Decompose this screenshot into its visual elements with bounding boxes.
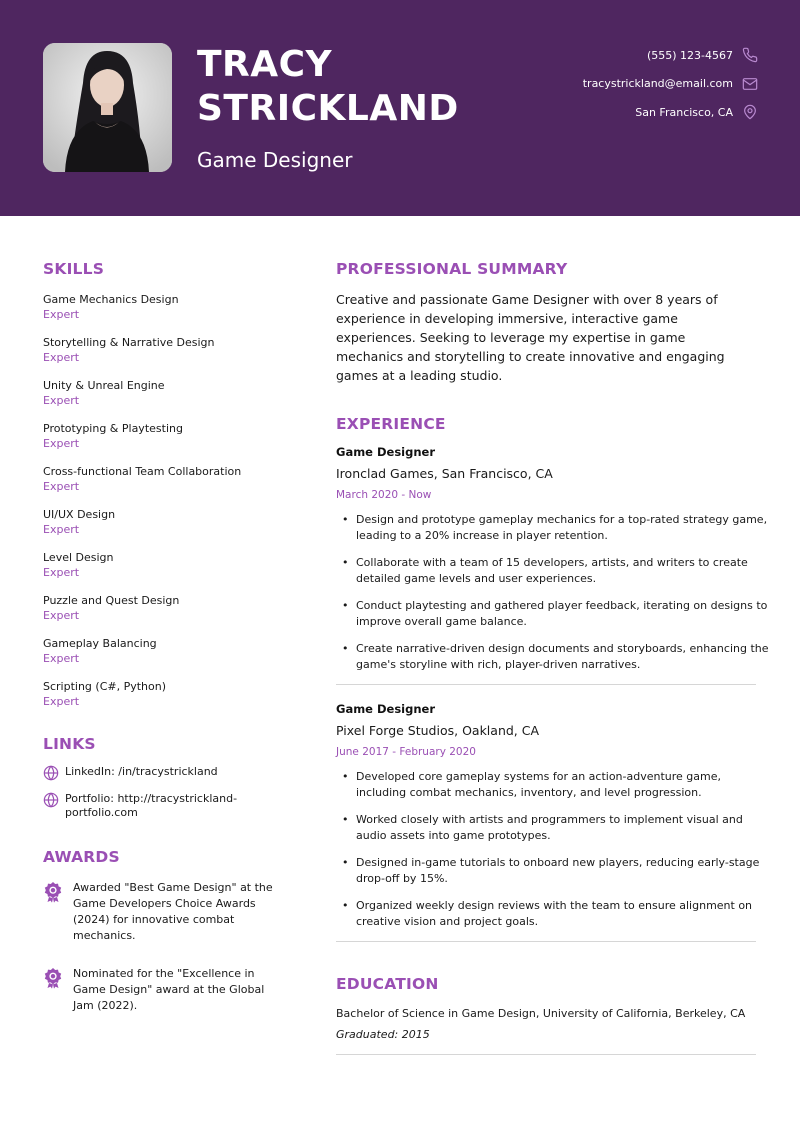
skill-name: Cross-functional Team Collaboration xyxy=(43,465,242,478)
mail-icon xyxy=(742,76,758,92)
job-bullet: • Create narrative-driven design documents and storyboards, enhancing the game's storyline with rich, player-driven narratives. xyxy=(342,641,772,673)
right-column xyxy=(336,259,769,1055)
skill-level: Expert xyxy=(43,308,80,321)
skill-item xyxy=(43,507,293,550)
awards-heading: AWARDS xyxy=(43,848,120,866)
header-band xyxy=(0,0,800,216)
location-text: San Francisco, CA xyxy=(635,105,733,119)
job-bullet: • Collaborate with a team of 15 developers, artists, and writers to create detailed game levels and user experiences. xyxy=(342,555,772,587)
skill-level: Expert xyxy=(43,695,80,708)
skill-item xyxy=(43,292,293,335)
skill-level: Expert xyxy=(43,609,80,622)
job-entry xyxy=(336,701,760,942)
contact-location xyxy=(438,98,758,127)
skill-item xyxy=(43,335,293,378)
skills-list xyxy=(43,292,293,722)
education-heading: EDUCATION xyxy=(336,975,439,993)
job-entry xyxy=(336,444,769,685)
skill-name: UI/UX Design xyxy=(43,508,116,521)
email-text: tracystrickland@email.com xyxy=(582,77,733,91)
job-dates: March 2020 - Now xyxy=(336,489,432,501)
job-bullets xyxy=(336,769,760,930)
job-entry-title: Game Designer xyxy=(336,445,436,459)
job-bullet: • Design and prototype gameplay mechanics for a top-rated strategy game, leading to a 20% increase in player retention. xyxy=(342,512,772,544)
left-column xyxy=(43,259,293,1014)
skill-level: Expert xyxy=(43,566,80,579)
phone-icon xyxy=(742,47,758,63)
section-divider xyxy=(336,1054,756,1055)
link-text: LinkedIn: /in/tracystrickland xyxy=(65,765,218,778)
section-divider xyxy=(336,941,756,942)
skill-item xyxy=(43,421,293,464)
award-text: Nominated for the "Excellence in Game Design" award at the Global Jam (2022). xyxy=(73,967,265,1012)
skill-item xyxy=(43,550,293,593)
phone-text: (555) 123-4567 xyxy=(646,48,733,62)
section-divider xyxy=(336,684,756,685)
award-icon xyxy=(43,967,63,989)
award-item xyxy=(43,966,293,1014)
skill-level: Expert xyxy=(43,523,80,536)
skill-name: Prototyping & Playtesting xyxy=(43,422,183,435)
skill-item xyxy=(43,593,293,636)
job-bullet: • Organized weekly design reviews with the team to ensure alignment on creative vision and project goals. xyxy=(342,898,772,930)
skill-item xyxy=(43,679,293,722)
skill-item xyxy=(43,464,293,507)
skill-level: Expert xyxy=(43,480,80,493)
award-item xyxy=(43,880,293,944)
job-company: Ironclad Games, San Francisco, CA xyxy=(336,466,553,481)
job-bullet: • Conduct playtesting and gathered player feedback, iterating on designs to improve overall game balance. xyxy=(342,598,772,630)
skill-name: Gameplay Balancing xyxy=(43,637,157,650)
skill-name: Scripting (C#, Python) xyxy=(43,680,167,693)
skill-item xyxy=(43,636,293,679)
job-bullet: • Designed in-game tutorials to onboard new players, reducing early-stage drop-off by 15%. xyxy=(342,855,772,887)
experience-heading: EXPERIENCE xyxy=(336,415,446,433)
candidate-name: TRACY STRICKLAND xyxy=(197,44,459,129)
globe-icon xyxy=(43,792,59,808)
award-text: Awarded "Best Game Design" at the Game Developers Choice Awards (2024) for innovative combat mechanics. xyxy=(73,881,273,942)
skill-name: Storytelling & Narrative Design xyxy=(43,336,215,349)
education-degree: Bachelor of Science in Game Design, University of California, Berkeley, CA xyxy=(336,1007,746,1020)
skill-item xyxy=(43,378,293,421)
education-graduated: Graduated: 2015 xyxy=(336,1028,430,1041)
skill-name: Unity & Unreal Engine xyxy=(43,379,165,392)
link-text: Portfolio: http://tracystrickland-portfolio.com xyxy=(65,792,238,819)
contact-phone[interactable] xyxy=(438,41,758,70)
summary-heading: PROFESSIONAL SUMMARY xyxy=(336,260,568,278)
globe-icon xyxy=(43,765,59,781)
contact-block xyxy=(438,41,758,127)
job-company: Pixel Forge Studios, Oakland, CA xyxy=(336,723,540,738)
skill-level: Expert xyxy=(43,437,80,450)
map-pin-icon xyxy=(742,104,758,120)
job-entry-title: Game Designer xyxy=(336,702,436,716)
skill-level: Expert xyxy=(43,652,80,665)
skill-name: Level Design xyxy=(43,551,114,564)
link-portfolio[interactable] xyxy=(43,792,293,819)
skill-level: Expert xyxy=(43,394,80,407)
summary-text: Creative and passionate Game Designer with over 8 years of experience in developing immersive, interactive game experiences. Seeking to leverage my expertise in game mechanics and storytelling to create innovative and engaging games at a leading studio. xyxy=(336,292,725,383)
skill-name: Puzzle and Quest Design xyxy=(43,594,180,607)
skills-heading: SKILLS xyxy=(43,260,105,278)
job-bullet: • Worked closely with artists and programmers to implement visual and audio assets into game prototypes. xyxy=(342,812,772,844)
links-heading: LINKS xyxy=(43,735,96,753)
job-bullets xyxy=(336,512,769,673)
job-title: Game Designer xyxy=(197,148,353,172)
job-bullet: • Developed core gameplay systems for an action-adventure game, including combat mechanics, inventory, and level progression. xyxy=(342,769,772,801)
award-icon xyxy=(43,881,63,903)
profile-photo xyxy=(43,43,172,172)
skill-name: Game Mechanics Design xyxy=(43,293,179,306)
skill-level: Expert xyxy=(43,351,80,364)
contact-email[interactable] xyxy=(438,70,758,99)
link-linkedin[interactable] xyxy=(43,765,293,781)
job-dates: June 2017 - February 2020 xyxy=(336,746,476,758)
